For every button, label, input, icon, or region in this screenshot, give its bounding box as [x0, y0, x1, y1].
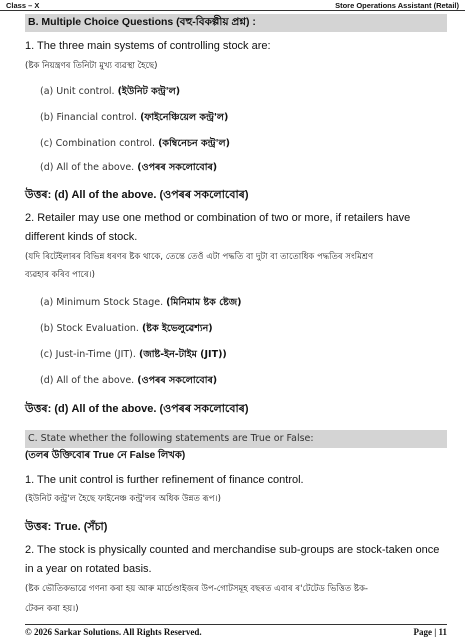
q2-option-b — [40, 322, 213, 337]
header-class: Class – X — [6, 1, 40, 10]
tf1-statement: 1. The unit control is further refinement of finance control. — [25, 474, 304, 486]
option-translation: (ওপৰৰ সকলোবোৰ) — [137, 375, 218, 386]
section-c-heading: C. State whether the following statements are True or False: — [25, 430, 447, 448]
option-text: (d) All of the above. — [40, 162, 135, 173]
option-translation: (ওপৰৰ সকলোবোৰ) — [137, 162, 218, 173]
option-text: (a) Unit control. — [40, 86, 115, 97]
q1-option-a — [40, 85, 180, 100]
footer-copyright: © 2026 Sarkar Solutions. All Rights Reserved. — [25, 627, 202, 637]
option-text: (a) Minimum Stock Stage. — [40, 297, 164, 308]
q1-option-b — [40, 111, 228, 126]
q1-question: 1. The three main systems of controlling stock are: — [25, 40, 271, 52]
q2-option-c — [40, 348, 227, 363]
option-text: (b) Stock Evaluation. — [40, 323, 139, 334]
option-translation: (জাষ্ট-ইন-টাইম (JIT)) — [138, 349, 227, 360]
q1-answer: উত্তৰ: (d) All of the above. (ওপৰৰ সকলোবোৰ) — [25, 189, 249, 201]
q1-translation: (ষ্টক নিয়ন্ত্ৰণৰ তিনিটা মুখ্য ব্যৱস্থা হৈছে) — [25, 61, 158, 71]
tf1-translation: (ইউনিট কন্ট্ৰ'ল হৈছে ফাইনেঞ্চ কন্ট্ৰ'লৰ অধিক উন্নত ৰূপ।) — [25, 494, 221, 504]
tf2-statement-line2: in a year on rotated basis. — [25, 563, 152, 575]
option-text: (b) Financial control. — [40, 112, 138, 123]
q2-question-line2: different kinds of stock. — [25, 231, 138, 243]
q2-question-line1: 2. Retailer may use one method or combination of two or more, if retailers have — [25, 212, 411, 224]
option-translation: (কম্বিনেচন কন্ট্ৰ'ল) — [158, 138, 230, 149]
tf2-translation-line2: টেকন কৰা হয়।) — [25, 604, 79, 614]
option-translation: (মিনিমাম ষ্টক ষ্টেজ) — [166, 297, 242, 308]
tf2-statement-line1: 2. The stock is physically counted and merchandise sub-groups are stock-taken once — [25, 544, 440, 556]
page-header — [0, 0, 465, 10]
q2-option-d — [40, 374, 217, 389]
header-divider — [0, 10, 465, 11]
q2-translation-line2: ব্যৱহাৰ কৰিব পাৰে।) — [25, 270, 95, 280]
q1-option-c — [40, 137, 230, 152]
option-translation: (ষ্টক ইভেলুৱেশ্যন) — [141, 323, 213, 334]
section-b-heading: B. Multiple Choice Questions (বহু-বিকল্পীয় প্ৰশ্ন) : — [25, 14, 447, 32]
footer-page-number: Page | 11 — [413, 627, 447, 637]
option-translation: (ইউনিট কন্ট্ৰ'ল) — [117, 86, 181, 97]
header-subject: Store Operations Assistant (Retail) — [335, 1, 459, 10]
q1-option-d — [40, 161, 217, 176]
q2-translation-line1: (যদি ৰিটেইলাৰৰ বিভিন্ন ধৰণৰ ষ্টক থাকে, তেন্তে তেওঁ এটা পদ্ধতি বা দুটা বা তাতোধিক পদ্ধতিৰ সংমিশ্ৰণ — [25, 252, 374, 262]
footer-divider — [25, 624, 447, 625]
tf2-translation-line1: (ষ্টক ভৌতিকভাৱে গণনা কৰা হয় আৰু মাৰ্চেণ্ডাইজৰ উপ-গোটসমূহ বছৰত এবাৰ ৰ'টেটেড ভিত্তিত ষ্টক- — [25, 584, 368, 594]
option-text: (c) Just-in-Time (JIT). — [40, 349, 136, 360]
q2-answer: উত্তৰ: (d) All of the above. (ওপৰৰ সকলোবোৰ) — [25, 403, 249, 415]
tf1-answer: উত্তৰ: True. (সঁচা) — [25, 521, 108, 533]
option-text: (d) All of the above. — [40, 375, 135, 386]
q2-option-a — [40, 296, 242, 311]
option-text: (c) Combination control. — [40, 138, 156, 149]
option-translation: (ফাইনেঞ্চিয়েল কন্ট্ৰ'ল) — [140, 112, 229, 123]
section-c-subtitle: (তলৰ উক্তিবোৰ True নে False লিখক) — [25, 450, 186, 461]
